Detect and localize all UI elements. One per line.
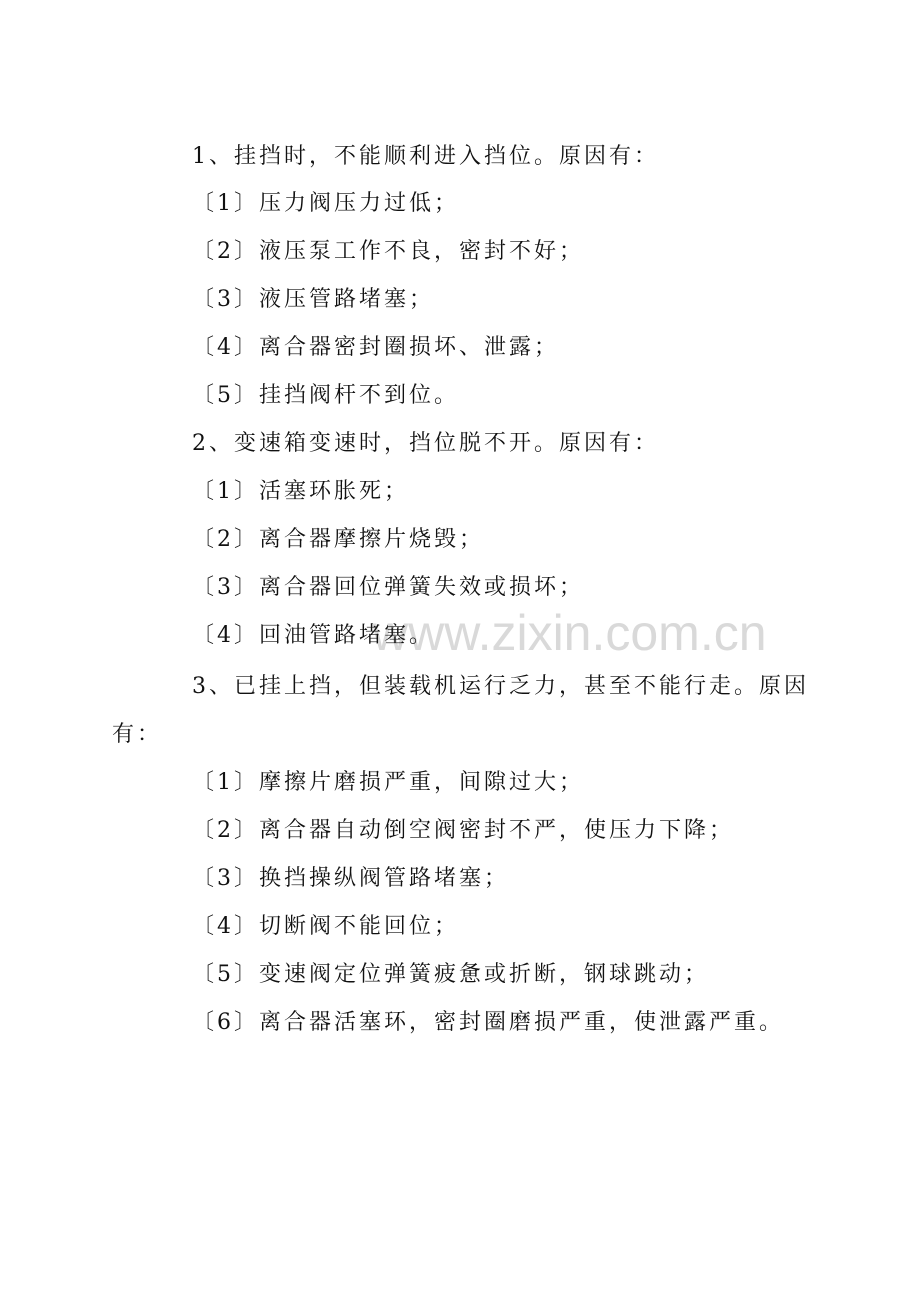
section-2-heading: 2、变速箱变速时，挡位脱不开。原因有： <box>192 431 659 456</box>
section-1-heading: 1、挂挡时，不能顺利进入挡位。原因有： <box>192 144 659 169</box>
section-1-item-5: 〔5〕挂挡阀杆不到位。 <box>192 383 459 408</box>
section-3-item-3: 〔3〕换挡操纵阀管路堵塞； <box>192 866 509 891</box>
section-3-item-6: 〔6〕离合器活塞环，密封圈磨损严重，使泄露严重。 <box>192 1010 784 1035</box>
section-2-item-1: 〔1〕活塞环胀死； <box>192 479 409 504</box>
section-2-item-2: 〔2〕离合器摩擦片烧毁； <box>192 527 484 552</box>
section-1-item-2: 〔2〕液压泵工作不良，密封不好； <box>192 239 584 264</box>
section-3-item-4: 〔4〕切断阀不能回位； <box>192 914 459 939</box>
section-3-heading-continued: 有： <box>112 722 163 747</box>
section-1-item-3: 〔3〕液压管路堵塞； <box>192 287 434 312</box>
section-2-item-3: 〔3〕离合器回位弹簧失效或损坏； <box>192 575 584 600</box>
section-3-item-5: 〔5〕变速阀定位弹簧疲惫或折断，钢球跳动； <box>192 962 709 987</box>
section-3-heading: 3、已挂上挡，但装载机运行乏力，甚至不能行走。原因 <box>192 674 809 699</box>
section-3-item-1: 〔1〕摩擦片磨损严重，间隙过大； <box>192 770 584 795</box>
section-2-item-4: 〔4〕回油管路堵塞。 <box>192 623 434 648</box>
section-3-item-2: 〔2〕离合器自动倒空阀密封不严，使压力下降； <box>192 818 734 843</box>
section-1-item-4: 〔4〕离合器密封圈损坏、泄露； <box>192 335 559 360</box>
watermark: www.zixin.com.cn <box>372 605 767 661</box>
section-1-item-1: 〔1〕压力阀压力过低； <box>192 191 459 216</box>
